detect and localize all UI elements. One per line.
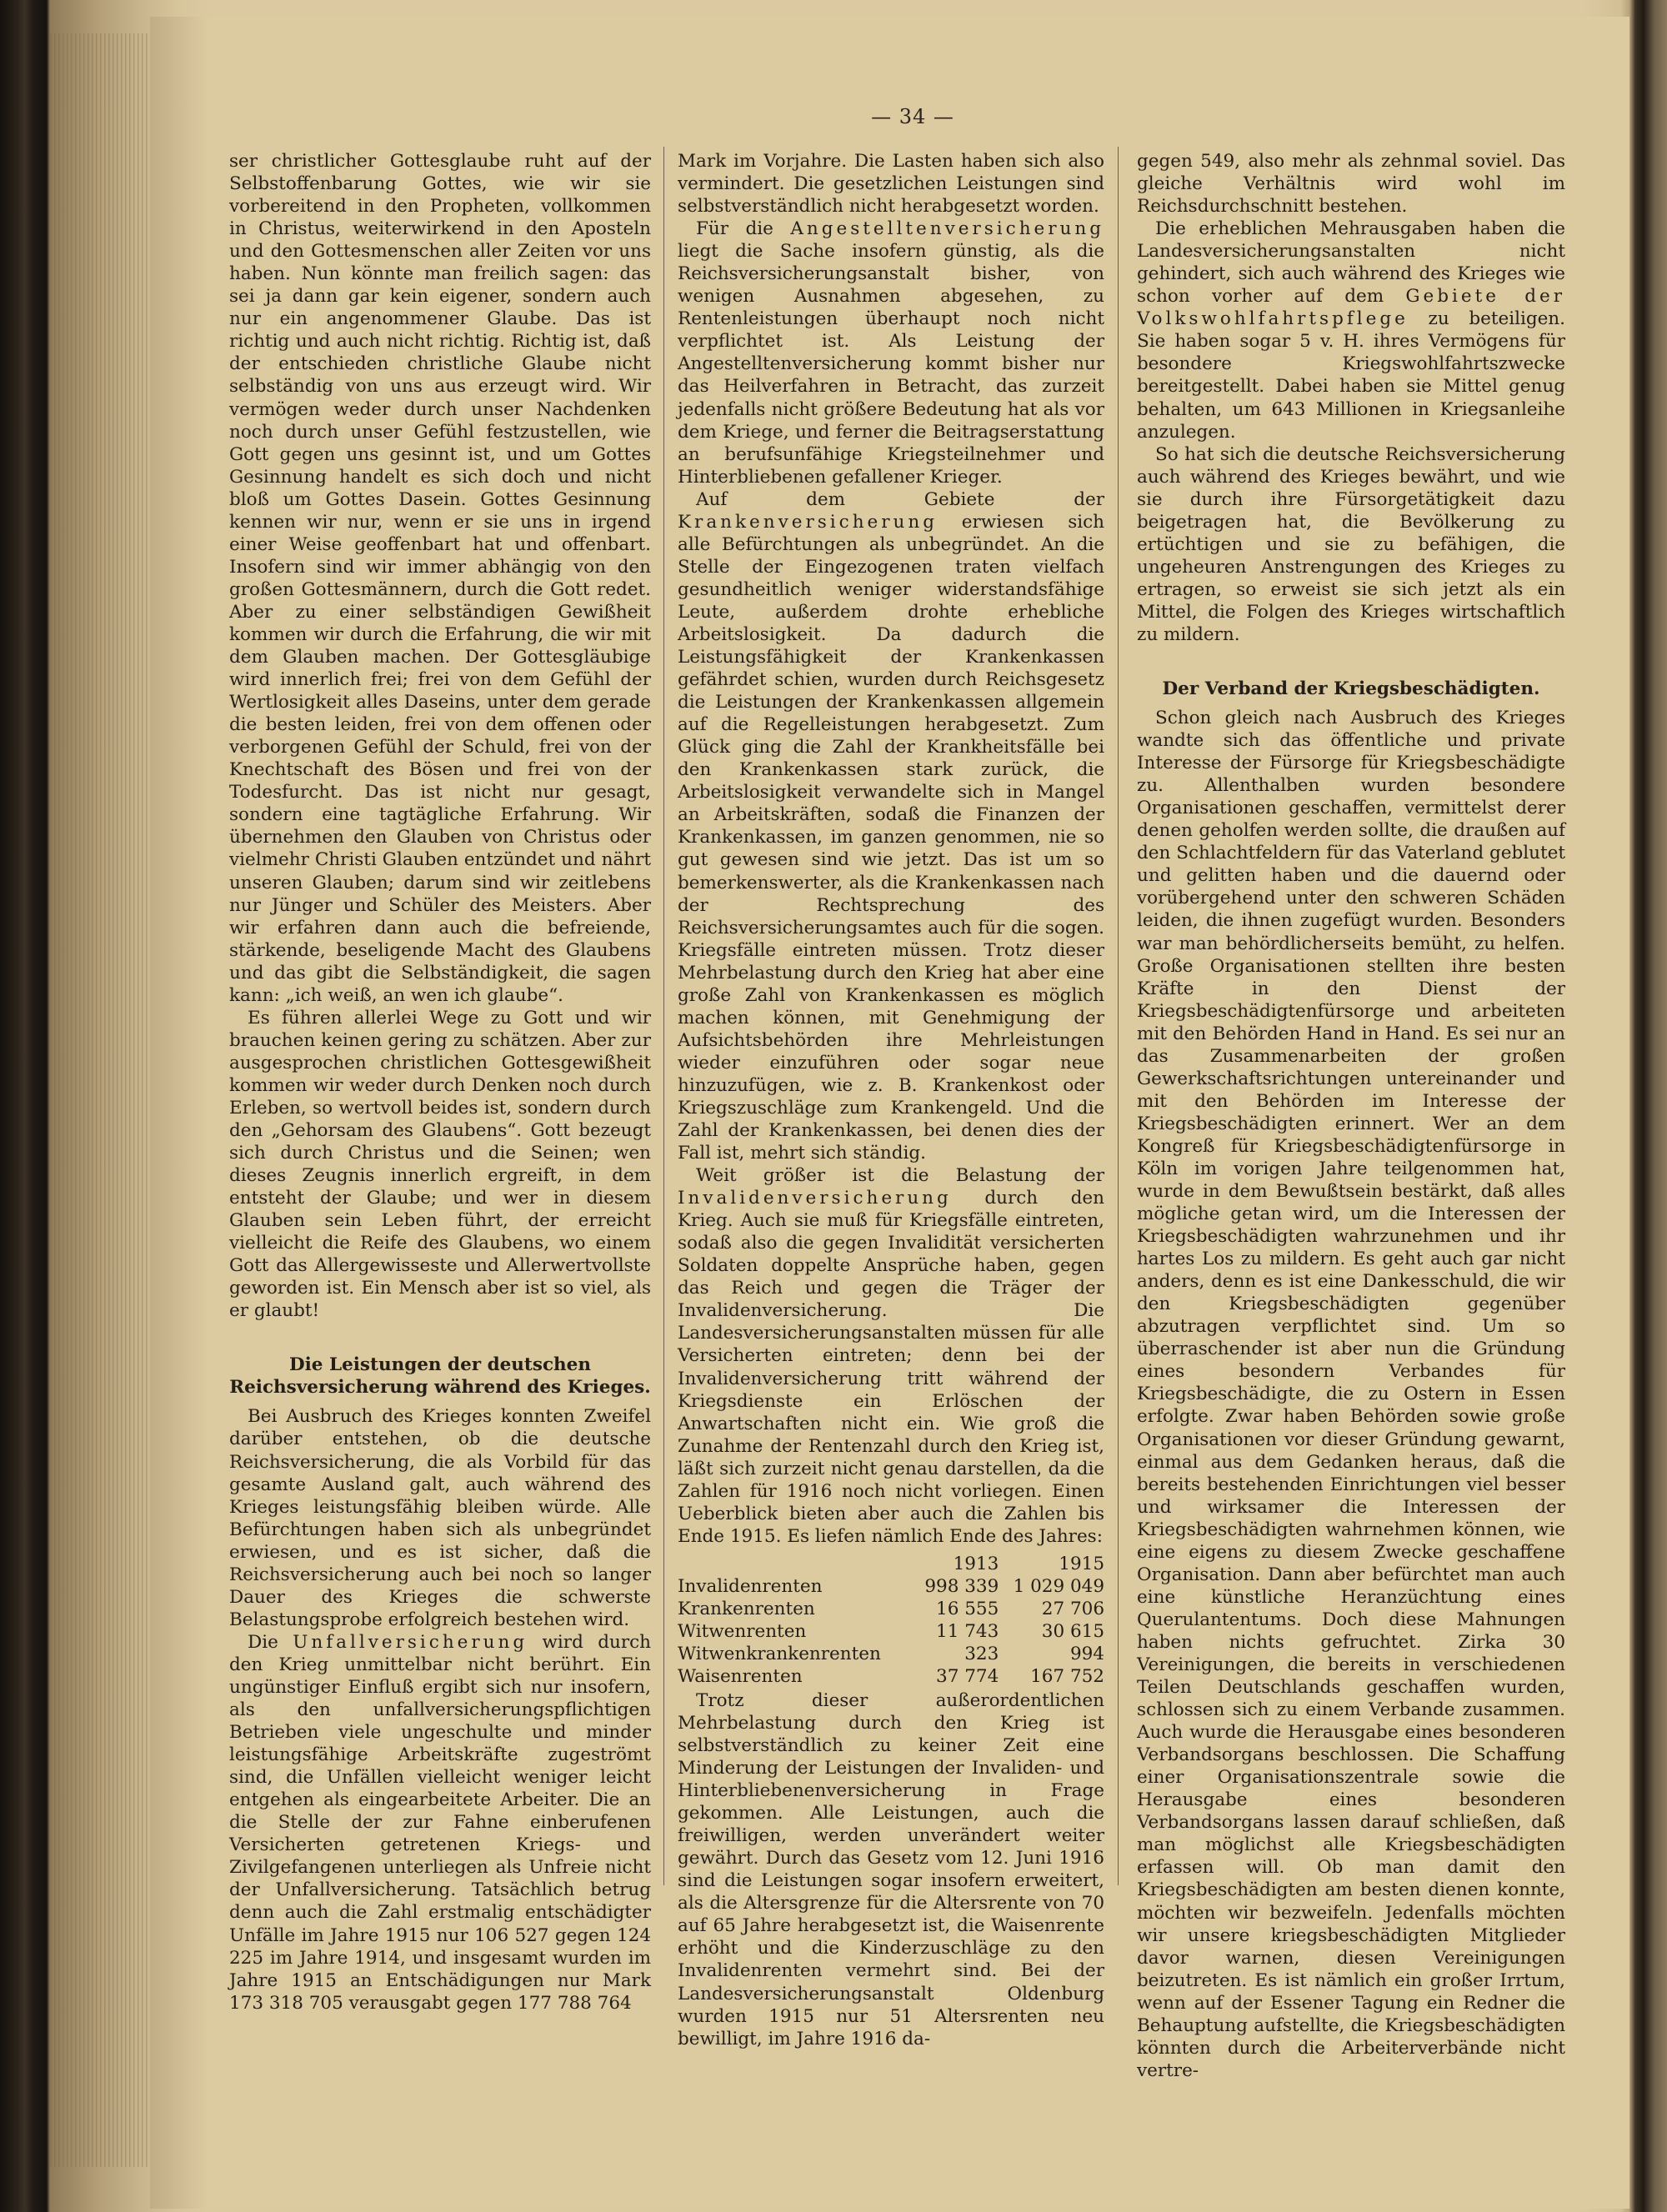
- paragraph: Es führen allerlei Wege zu Gott und wir brauchen keinen gering zu schätzen. Aber zur ausgesprochen christlichen Gottesgewißheit kommen wir weder durch Denken noch durch Erleben, so wertvoll beides ist, sondern durch den „Gehorsam des Glaubens“. Gott bezeugt sich durch Christus und die Seinen; wen dieses Zeugnis innerlich ergreift, in dem entsteht der Glaube; und wer in diesem Glauben sein Leben führt, der erreicht vielleicht die Reife des Glaubens, wo einem Gott das Allergewisseste und Allerwertvollste geworden ist. Ein Mensch aber ist so viel, als er glaubt!: [229, 1007, 651, 1322]
- text: wird durch den Krieg unmittelbar nicht berührt. Ein ungünstiger Einfluß ergibt sich nur insofern, als den unfallversicherungspflichtigen Betrieben viele ungeschulte und minder leistungsfähige Arbeitskräfte zugeströmt sind, die Unfällen vielleicht weniger leicht entgehen als eingearbeitete Arbeiter. Die an die Stelle der zur Fahne einberufenen Versicherten getretenen Kriegs- und Zivilgefangenen unterliegen als Unfreie nicht der Unfallversicherung. Tatsächlich betrug denn auch die Zahl erstmalig entschädigter Unfälle im Jahre 1915 nur 106 527 gegen 124 225 im Jahre 1914, und insgesamt wurden im Jahre 1915 an Entschädigungen nur Mark 173 318 705 verausgabt gegen 177 788 764: [229, 1631, 652, 2014]
- paragraph: So hat sich die deutsche Reichsversicherung auch während des Krieges bewährt, und wie sie durch ihre Fürsorgetätigkeit dazu beigetragen hat, die Bevölkerung zu ertüchtigen und sie zu befähigen, die ungeheuren Anstrengungen des Krieges zu ertragen, so erweist sie sich jetzt als ein Mittel, die Folgen des Krieges wirtschaftlich zu mildern.: [1137, 443, 1565, 645]
- table-cell: 323: [964, 1643, 999, 1664]
- table-row-label: Witwenrenten: [678, 1620, 807, 1642]
- emphasized-text: Angestelltenversicherung: [790, 218, 1104, 240]
- table-header-year: 1915: [1059, 1553, 1104, 1574]
- page-number: — 34 —: [871, 105, 954, 128]
- emphasized-text: Gebiete der Volkswohlfahrtspflege: [1137, 286, 1565, 330]
- text: durch den Krieg. Auch sie muß für Kriegsfälle eintreten, sodaß also die gegen Invalidität versicherten Soldaten doppelte Ansprüche haben, gegen das Reich und gegen die Träger der Invalidenversicherung. Die Landesversicherungsanstalten müssen für alle Versicherten eintreten; denn bei der Invalidenversicherung tritt während der Kriegsdienste ein Erlöschen der Anwartschaften nicht ein. Wie groß die Zunahme der Rentenzahl durch den Krieg ist, läßt sich zurzeit nicht genau darstellen, da die Zahlen für 1916 noch nicht vorliegen. Einen Ueberblick bieten aber auch die Zahlen bis Ende 1915. Es liefen nämlich Ende des Jahres:: [678, 1188, 1104, 1547]
- table-cell: 30 615: [1041, 1620, 1104, 1642]
- column-3: [1137, 150, 1565, 2082]
- table-cell: 1 029 049: [1013, 1575, 1104, 1597]
- paragraph: ser christlicher Gottesglaube ruht auf der Selbstoffenbarung Gottes, wie wir sie vorbereitend in den Propheten, vollkommen in Christus, weiterwirkend in den Aposteln und den Gottesmenschen aller Zeiten vor uns haben. Nun könnte man freilich sagen: das sei ja dann gar kein eigener, sondern auch nur ein angenommener Glaube. Das ist richtig und auch nicht richtig. Richtig ist, daß der entschieden christliche Glaube nicht selbständig von uns aus erzeugt wird. Wir vermögen weder durch unser Nachdenken noch durch unser Gefühl festzustellen, wie Gott gegen uns gesinnt ist, und um Gottes Gesinnung handelt es sich doch und nicht bloß um Gottes Dasein. Gottes Gesinnung kennen wir nur, wenn er sie uns in irgend einer Weise geoffenbart hat und offenbart. Insofern sind wir immer abhängig von den großen Gottesmännern, durch die Gott redet. Aber zu einer selbständigen Gewißheit kommen wir durch die Erfahrung, die wir mit dem Glauben machen. Der Gottesgläubige wird innerlich frei; frei von dem Gefühl der Wertlosigkeit alles Daseins, unter dem gerade die besten leiden, frei von dem offenen oder verborgenen Gefühl der Schuld, frei von der Knechtschaft des Bösen und frei von der Todesfurcht. Das ist nicht nur gesagt, sondern eine tagtägliche Erfahrung. Wir übernehmen den Glauben von Christus oder vielmehr Christi Glauben entzündet und nährt unseren Glauben; darum sind wir zeitlebens nur Jünger und Schüler des Meisters. Aber wir erfahren dann auch die befreiende, stärkende, beseligende Macht des Glaubens und das gibt die Selbständigkeit, die sagen kann: „ich weiß, an wen ich glaube“.: [229, 151, 651, 1006]
- table-cell: 37 774: [936, 1665, 999, 1687]
- table-row-label: Invalidenrenten: [678, 1575, 823, 1597]
- section-heading: Der Verband der Kriegsbeschädigten.: [1162, 678, 1540, 700]
- paragraph: [678, 1164, 1104, 1548]
- column-2: [678, 150, 1104, 2050]
- paragraph: gegen 549, also mehr als zehnmal soviel. Das gleiche Verhältnis wird wohl im Reichsdurchschnitt bestehen.: [1137, 151, 1565, 218]
- table-row-label: Witwenkrankenrenten: [678, 1643, 881, 1664]
- paragraph: Trotz dieser außerordentlichen Mehrbelastung durch den Krieg ist selbstverständlich zu keiner Zeit eine Minderung der Leistungen der Invaliden- und Hinterbliebenenversicherung in Frage gekommen. Alle Leistungen, auch die freiwilligen, werden unverändert weiter gewährt. Durch das Gesetz vom 12. Juni 1916 sind die Leistungen sogar insofern erweitert, als die Altersgrenze für die Altersrente von 70 auf 65 Jahre herabgesetzt ist, die Waisenrente erhöht und die Kinderzuschläge zu den Invalidenrenten vermehrt sind. Bei der Landesversicherungsanstalt Oldenburg wurden 1915 nur 51 Altersrenten neu bewilligt, im Jahre 1916 da-: [678, 1689, 1104, 2049]
- paragraph: Schon gleich nach Ausbruch des Krieges wandte sich das öffentliche und private Interesse der Fürsorge für Kriegsbeschädigte zu. Allenthalben wurden besondere Organisationen geschaffen, vermittelst derer denen geholfen werden sollte, die draußen auf den Schlachtfeldern für das Vaterland geblutet und gelitten haben und die dauernd oder vorübergehend unter den schweren Schäden leiden, die ihnen zugefügt wurden. Besonders war man behördlicherseits bemüht, zu helfen. Große Organisationen stellten ihre besten Kräfte in den Dienst der Kriegsbeschädigtenfürsorge und arbeiteten mit den Behörden Hand in Hand. Es sei nur an das Zusammenarbeiten der großen Gewerkschaftsrichtungen untereinander und mit den Behörden im Interesse der Kriegsbeschädigten erinnert. Wer an dem Kongreß für Kriegsbeschädigtenfürsorge in Köln im vorigen Jahre teilgenommen hat, wurde in dem Bewußtsein bestärkt, daß alles mögliche getan wird, um die Interessen der Kriegsbeschädigten wahrzunehmen und ihr hartes Los zu mildern. Es geht auch gar nicht anders, denn es ist eine Dankesschuld, die wir den Kriegsbeschädigten gegenüber abzutragen verpflichtet sind. Um so überraschender ist aber nun die Gründung eines besondern Verbandes für Kriegsbeschädigte, die zu Ostern in Essen erfolgte. Zwar haben Behörden sowie große Organisationen vor dieser Gründung gewarnt, einmal aus dem Gedanken heraus, daß die bereits bestehenden Einrichtungen viel besser und wirksamer die Interessen der Kriegsbeschädigten wahrnehmen können, wie eine eigens zu diesem Zwecke geschaffene Organisation. Dann aber befürchtet man auch eine künstliche Heranzüchtung eines Querulantentums. Doch diese Mahnungen haben nichts gefruchtet. Zirka 30 Vereinigungen, die bereits in verschiedenen Teilen Deutschlands geschaffen wurden, schlossen sich zu einem Verbande zusammen. Auch wurde die Herausgabe eines besonderen Verbandsorgans beschlossen. Die Schaffung einer Organisationszentrale sowie die Herausgabe eines besonderen Verbandsorgans lassen darauf schließen, daß man möglichst alle Kriegsbeschädigten erfassen will. Ob man damit den Kriegsbeschädigten am besten dienen konnte, möchten wir bezweifeln. Jedenfalls möchten wir unsere kriegsbeschädigten Mitglieder davor warnen, diesen Vereinigungen beizutreten. Es ist nämlich ein großer Irrtum, wenn auf der Essener Tagung ein Redner die Behauptung aufstellte, die Kriegsbeschädigten könnten durch die Arbeiterverbände nicht vertre-: [1137, 708, 1565, 2081]
- page-edges: [50, 33, 167, 2167]
- pension-table: [678, 1553, 1104, 1688]
- section-heading: Die Leistungen der deutschen Reichsversicherung während des Krieges.: [229, 1354, 651, 1399]
- table-row: [678, 1575, 1104, 1598]
- text: Die erheblichen Mehrausgaben haben die Landesversicherungsanstalten nicht gehindert, sich auch während des Krieges wie schon vorher auf dem: [1137, 218, 1565, 308]
- table-cell: 27 706: [1041, 1598, 1104, 1619]
- table-row: [678, 1620, 1104, 1643]
- table-row: [678, 1643, 1104, 1665]
- table-cell: 994: [1069, 1643, 1104, 1664]
- paragraph: Mark im Vorjahre. Die Lasten haben sich also vermindert. Die gesetzlichen Leistungen sind selbstverständlich nicht herabgesetzt worden.: [678, 151, 1104, 218]
- table-row-label: Waisenrenten: [678, 1665, 803, 1687]
- table-header-cell: [678, 1553, 913, 1575]
- table-cell: 11 743: [936, 1620, 999, 1642]
- paragraph: [1137, 218, 1565, 443]
- column-rule: [1118, 147, 1119, 1885]
- text: zu beteiligen. Sie haben sogar 5 v. H. ihres Vermögens für besondere Kriegswohlfahrtszwecke bereitgestellt. Dabei haben sie Mittel genug behalten, um 643 Millionen in Kriegsanleihe anzulegen.: [1137, 308, 1565, 443]
- emphasized-text: Krankenversicherung: [678, 511, 939, 533]
- column-rule: [663, 147, 664, 1885]
- table-row-label: Krankenrenten: [678, 1598, 815, 1619]
- emphasized-text: Invalidenversicherung: [678, 1188, 952, 1209]
- emphasized-text: Unfallversicherung: [293, 1631, 528, 1653]
- text: Die: [248, 1631, 293, 1653]
- text: Weit größer ist die Belastung der: [696, 1165, 1104, 1187]
- paragraph: Bei Ausbruch des Krieges konnten Zweifel darüber entstehen, ob die deutsche Reichsversicherung, die als Vorbild für das gesamte Ausland galt, auch während des Krieges leistungsfähig bleiben würde. Alle Befürchtungen haben sich als unbegründet erwiesen, und es ist sicher, daß die Reichsversicherung auch bei noch so langer Dauer des Krieges die schwerste Belastungsprobe erfolgreich bestehen wird.: [229, 1406, 651, 1630]
- table-cell: 998 339: [924, 1575, 999, 1597]
- paragraph: [229, 1631, 651, 2014]
- paragraph: [678, 218, 1104, 488]
- spacer: [229, 1322, 651, 1340]
- table-cell: 167 752: [1030, 1665, 1104, 1687]
- text: erwiesen sich alle Befürchtungen als unbegründet. An die Stelle der Eingezogenen traten vielfach gesundheitlich weniger widerstandsfähige Leute, außerdem drohte erhebliche Arbeitslosigkeit. Da dadurch die Leistungsfähigkeit der Krankenkassen gefährdet schien, wurden durch Reichsgesetz die Leistungen der Krankenkassen allgemein auf die Regelleistungen herabgesetzt. Zum Glück ging die Zahl der Krankheitsfälle bei den Krankenkassen stark zurück, die Arbeitslosigkeit verwandelte sich in Mangel an Arbeitskräften, sodaß die Finanzen der Krankenkassen, im ganzen genommen, nie so gut gewesen sind wie jetzt. Das ist um so bemerkenswerter, als die Krankenkassen nach der Rechtsprechung des Reichsversicherungsamtes auch für die sogen. Kriegsfälle eintreten müssen. Trotz dieser Mehrbelastung durch den Krieg hat aber eine große Zahl von Krankenkassen es möglich machen können, mit Genehmigung der Aufsichtsbehörden ihre Mehrleistungen wieder einzuführen oder sogar neue hinzuzufügen, wie z. B. Krankenkost oder Kriegszuschläge zum Krankengeld. Und die Zahl der Krankenkassen, bei denen dies der Fall ist, mehrt sich ständig.: [678, 511, 1104, 1164]
- spacer: [1137, 646, 1565, 664]
- text: Für die: [696, 218, 791, 240]
- table-row: [678, 1598, 1104, 1620]
- column-1: [229, 150, 651, 2014]
- text: liegt die Sache insofern günstig, als die Reichsversicherungsanstalt bisher, von wenigen Ausnahmen abgesehen, zu Rentenleistungen überhaupt noch nicht verpflichtet ist. Als Leistung der Angestelltenversicherung kommt bisher nur das Heilverfahren in Betracht, das zurzeit jedenfalls nicht größere Bedeutung hat als vor dem Kriege, und ferner die Beitragserstattung an berufsunfähige Kriegsteilnehmer und Hinterbliebenen gefallener Krieger.: [678, 241, 1104, 488]
- table-header-year: 1913: [953, 1553, 999, 1574]
- table-row: [678, 1665, 1104, 1688]
- table-header-row: [678, 1553, 1104, 1575]
- table-cell: 16 555: [936, 1598, 999, 1619]
- text: Auf dem Gebiete der: [696, 488, 1104, 510]
- paragraph: [678, 488, 1104, 1164]
